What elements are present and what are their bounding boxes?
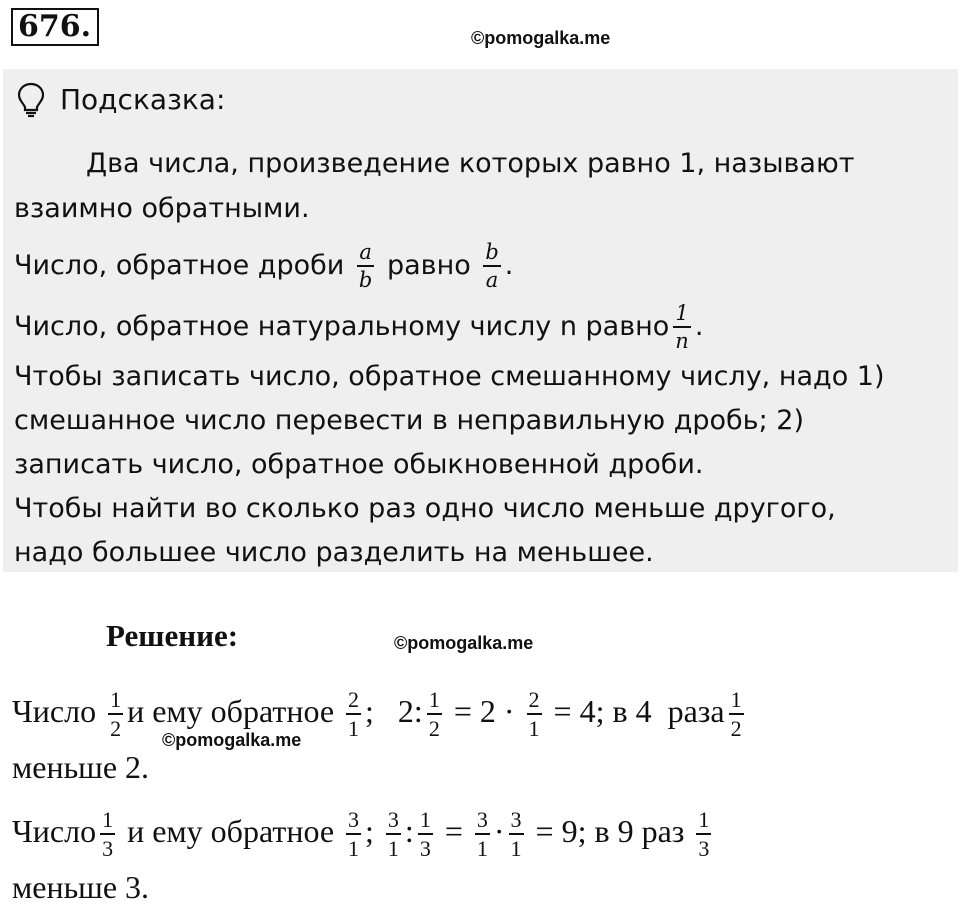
denominator: 2 xyxy=(110,716,122,742)
numerator: 2 xyxy=(527,689,542,715)
problem-number: 676. xyxy=(11,8,99,46)
watermark: ©pomogalka.me xyxy=(471,28,611,48)
denominator: n xyxy=(675,329,689,353)
numerator: 1 xyxy=(108,689,123,715)
solution-text: = 2 · xyxy=(453,693,515,729)
denominator: 1 xyxy=(348,836,360,862)
solution-row-2-cont: меньше 3. xyxy=(12,869,150,905)
denominator: 3 xyxy=(698,836,710,862)
fraction xyxy=(483,242,500,291)
fraction xyxy=(418,809,433,860)
solution-text: : xyxy=(404,813,414,849)
denominator: 1 xyxy=(476,836,488,862)
numerator: 3 xyxy=(386,809,401,835)
fraction xyxy=(527,689,542,740)
denominator: 2 xyxy=(428,716,440,742)
solution-text: · xyxy=(493,813,505,849)
denominator: 1 xyxy=(528,716,540,742)
numerator: b xyxy=(483,242,500,267)
denominator: 3 xyxy=(419,836,431,862)
denominator: 3 xyxy=(102,836,114,862)
hint-line: взаимно обратными. xyxy=(14,193,310,224)
solution-row-1 xyxy=(12,688,748,740)
solution-text: = 4; в 4 раза xyxy=(553,693,725,729)
numerator: a xyxy=(357,242,374,267)
fraction xyxy=(696,809,711,860)
fraction xyxy=(427,689,442,740)
denominator: 1 xyxy=(510,836,522,862)
hint-line: надо большее число разделить на меньшее. xyxy=(14,537,654,568)
hint-line-fraction xyxy=(14,242,513,291)
fraction xyxy=(729,689,744,740)
denominator: 1 xyxy=(348,716,360,742)
fraction xyxy=(346,809,361,860)
hint-line: Чтобы записать число, обратное смешанному числу, надо 1) xyxy=(14,361,885,392)
numerator: 2 xyxy=(346,689,361,715)
solution-text: и ему обратное xyxy=(127,693,335,729)
solution-row-1-cont: меньше 2. xyxy=(12,749,150,785)
hint-line-fraction xyxy=(14,303,703,352)
numerator: 3 xyxy=(475,809,490,835)
hint-line: Два числа, произведение которых равно 1, называют xyxy=(86,148,855,179)
fraction xyxy=(509,809,524,860)
hint-title: Подсказка: xyxy=(60,83,226,116)
solution-text: = 9; в 9 раз xyxy=(535,813,685,849)
hint-text: равно xyxy=(386,250,471,281)
fraction xyxy=(100,809,115,860)
denominator: 1 xyxy=(387,836,399,862)
hint-line: записать число, обратное обыкновенной дроби. xyxy=(14,449,704,480)
hint-line: смешанное число перевести в неправильную дробь; 2) xyxy=(14,405,804,436)
numerator: 1 xyxy=(418,809,433,835)
fraction xyxy=(673,303,691,352)
hint-line: Чтобы найти во сколько раз одно число меньше другого, xyxy=(14,493,836,524)
numerator: 1 xyxy=(427,689,442,715)
hint-text: Число, обратное натуральному числу n равно xyxy=(14,311,670,342)
solution-row-2 xyxy=(12,808,715,860)
solution-text: Число xyxy=(12,813,97,849)
fraction xyxy=(357,242,374,291)
hint-text: . xyxy=(694,311,704,342)
fraction xyxy=(386,809,401,860)
lightbulb-icon xyxy=(16,82,46,118)
numerator: 1 xyxy=(673,303,690,328)
fraction xyxy=(346,689,361,740)
fraction xyxy=(475,809,490,860)
fraction xyxy=(108,689,123,740)
denominator: b xyxy=(358,268,373,292)
solution-text: Число xyxy=(12,693,97,729)
watermark: ©pomogalka.me xyxy=(162,730,302,750)
hint-text: . xyxy=(504,250,514,281)
watermark: ©pomogalka.me xyxy=(394,633,534,653)
solution-text: ; xyxy=(365,813,374,849)
numerator: 3 xyxy=(346,809,361,835)
solution-title: Решение: xyxy=(106,618,239,653)
solution-text: и ему обратное xyxy=(127,813,335,849)
solution-text: = xyxy=(444,813,463,849)
numerator: 1 xyxy=(696,809,711,835)
denominator: 2 xyxy=(730,716,742,742)
denominator: a xyxy=(485,268,499,292)
numerator: 3 xyxy=(509,809,524,835)
numerator: 1 xyxy=(729,689,744,715)
hint-text: Число, обратное дроби xyxy=(14,250,345,281)
solution-text: ; 2: xyxy=(365,693,423,729)
numerator: 1 xyxy=(100,809,115,835)
